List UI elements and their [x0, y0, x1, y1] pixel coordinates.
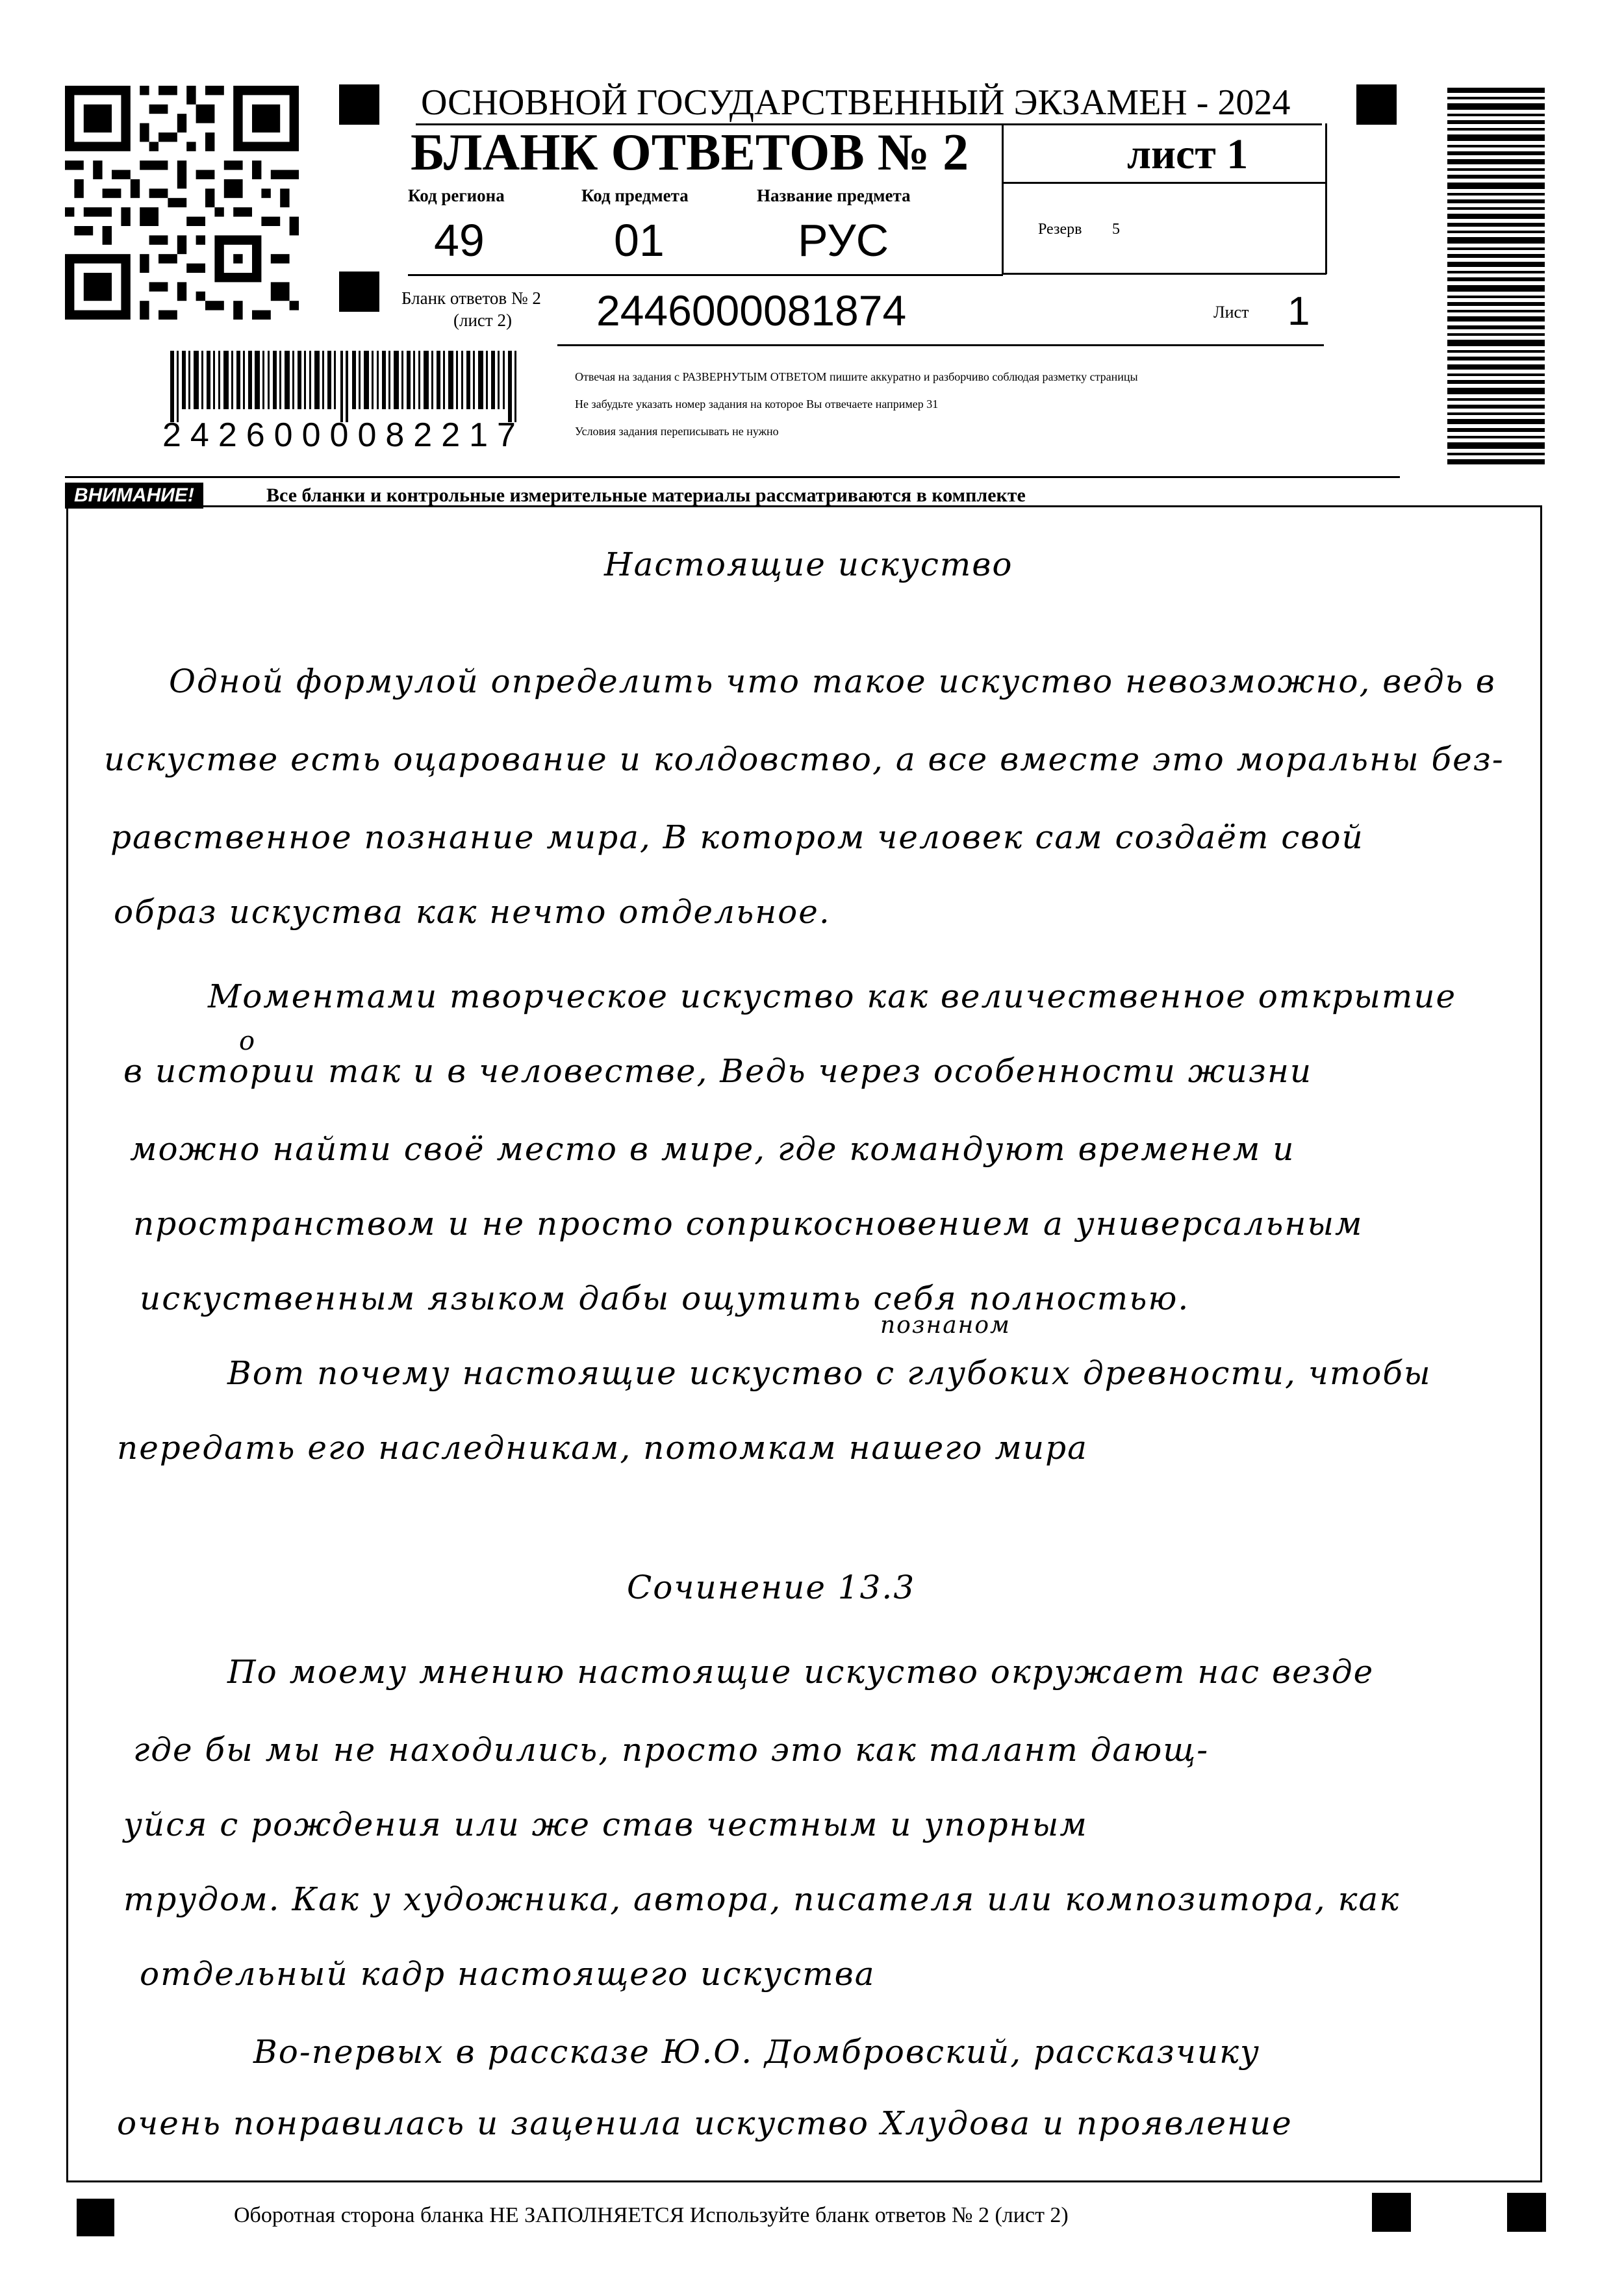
answer-line: трудом. Как у художника, автора, писателя или композитора, как — [123, 1880, 1401, 1918]
subject-boxes-line — [408, 274, 1003, 276]
instruction-line: Отвечая на задания с РАЗВЕРНУТЫМ ОТВЕТОМ пишите аккуратно и разборчиво соблюдая разметку страницы — [575, 370, 1138, 383]
continuation-label-sheet: (лист 2) — [453, 310, 512, 330]
header-vertical-divider — [1002, 123, 1004, 274]
answer-line: искуственным языком дабы ощутить себя полностью. — [140, 1280, 1190, 1317]
barcode-number: 2426000082217 — [162, 416, 525, 454]
answer-line: Вот почему настоящие искуство с глубоких древности, чтобы — [227, 1354, 1432, 1392]
answer-line: где бы мы не находились, просто это как талант дающ- — [133, 1731, 1210, 1769]
attention-text: Все бланки и контрольные измерительные материалы рассматриваются в комплекте — [266, 485, 1026, 506]
header-right-divider — [1002, 182, 1326, 184]
instruction-line: Не забудьте указать номер задания на которое Вы отвечаете например 31 — [575, 398, 939, 411]
registration-mark — [339, 272, 379, 312]
subject-name-value: РУС — [798, 215, 889, 266]
exam-title: ОСНОВНОЙ ГОСУДАРСТВЕННЫЙ ЭКЗАМЕН - 2024 — [421, 82, 1291, 123]
answer-title: Настоящие искуство — [604, 546, 1013, 583]
answer-line: в истории так и в человестве, Ведь через особенности жизни — [123, 1052, 1313, 1090]
answer-insertion: о — [239, 1026, 257, 1056]
attention-rule — [65, 476, 1400, 478]
registration-mark — [77, 2199, 114, 2236]
continuation-label: Бланк ответов № 2 — [401, 288, 541, 308]
answer-line: можно найти своё место в мире, где командуют временем и — [130, 1130, 1295, 1168]
subject-code-value: 01 — [614, 215, 665, 266]
footer-note: Оборотная сторона бланка НЕ ЗАПОЛНЯЕТСЯ Используйте бланк ответов № 2 (лист 2) — [234, 2203, 1069, 2227]
subject-code-label: Код предмета — [581, 186, 689, 205]
header-right-bottom — [1002, 273, 1326, 275]
sheet-value: 1 — [1288, 289, 1310, 334]
continuation-number: 2446000081874 — [596, 286, 907, 335]
registration-mark — [1372, 2193, 1411, 2232]
answer-line: передать его наследникам, потомкам нашего мира — [117, 1429, 1088, 1467]
instruction-line: Условия задания переписывать не нужно — [575, 425, 779, 438]
registration-mark — [1356, 84, 1397, 125]
barcode-right — [1447, 88, 1545, 471]
sheet-label: Лист — [1213, 303, 1249, 322]
answer-line: Одной формулой определить что такое искуство невозможно, ведь в — [169, 663, 1496, 700]
region-value: 49 — [434, 215, 485, 266]
reserve-value: 5 — [1112, 221, 1120, 238]
region-label: Код региона — [408, 186, 505, 205]
answer-title: Сочинение 13.3 — [627, 1569, 916, 1606]
attention-badge: ВНИМАНИЕ! — [65, 483, 203, 509]
answer-line: Моментами творческое искуство как величественное открытие — [208, 978, 1457, 1015]
barcode-left — [170, 351, 524, 422]
answer-line: искустве есть оцарование и колдовство, а все вместе это моральны без- — [104, 740, 1504, 778]
answer-insertion: познаном — [880, 1312, 1011, 1339]
answer-line: отдельный кадр настоящего искуства — [140, 1955, 876, 1993]
answer-line: уйся с рождения или же став честным и упорным — [123, 1806, 1088, 1843]
answer-line: образ искуства как нечто отдельное. — [114, 893, 831, 931]
answer-line: По моему мнению настоящие искуство окружает нас везде — [227, 1653, 1375, 1691]
continuation-underline — [557, 344, 1324, 346]
subject-name-label: Название предмета — [757, 186, 911, 205]
answer-line: пространством и не просто соприкосновением а универсальным — [133, 1205, 1364, 1243]
answer-line: очень понравилась и заценила искуство Хлудова и проявление — [117, 2104, 1293, 2142]
reserve-label: Резерв — [1038, 221, 1082, 238]
form-title: БЛАНК ОТВЕТОВ № 2 — [411, 124, 969, 181]
answer-line: Во-первых в рассказе Ю.О. Домбровский, рассказчику — [253, 2033, 1260, 2071]
qr-code — [65, 86, 299, 320]
registration-mark — [339, 84, 379, 125]
sheet-title: лист 1 — [1127, 131, 1249, 178]
answer-line: равственное познание мира, В котором человек сам создаёт свой — [110, 818, 1364, 856]
header-right-edge — [1325, 123, 1327, 274]
registration-mark — [1507, 2193, 1546, 2232]
